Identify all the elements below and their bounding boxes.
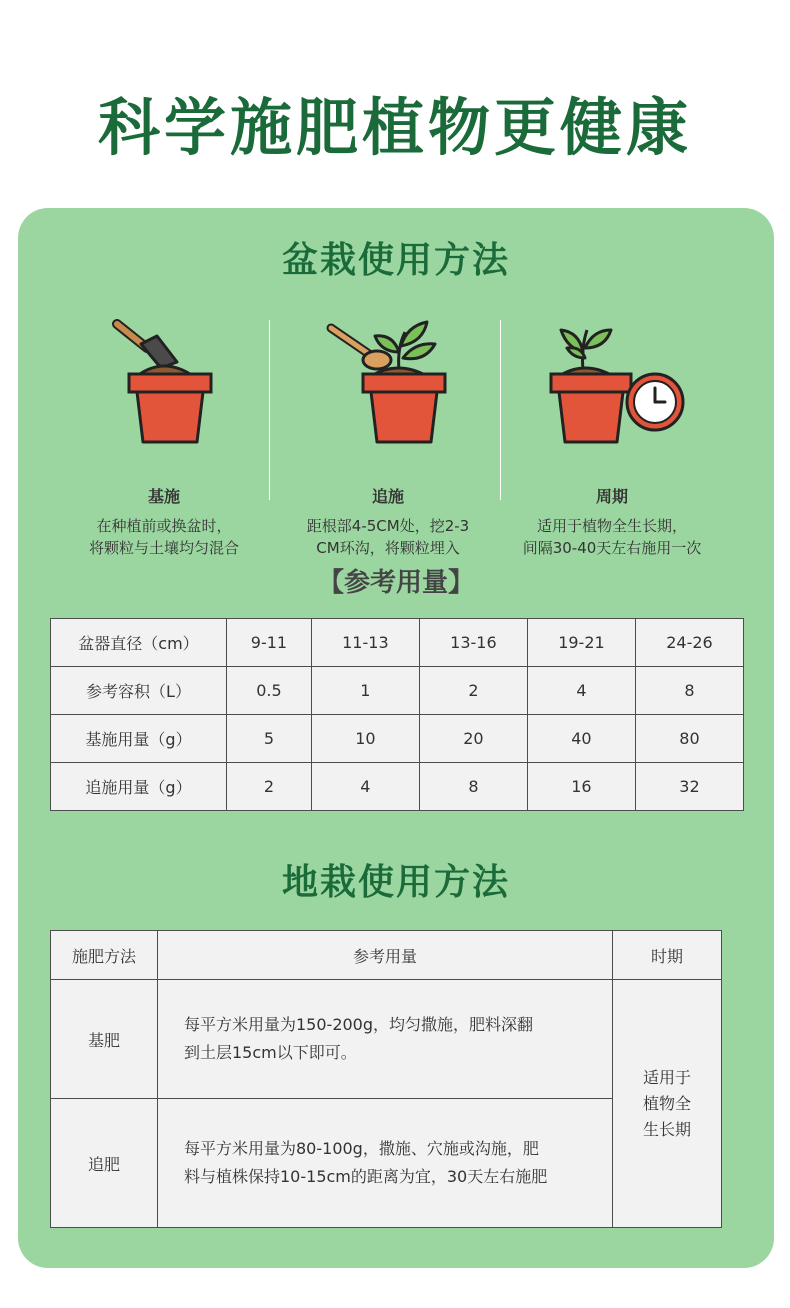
method-topdress	[270, 318, 506, 559]
row-method: 基肥	[51, 980, 158, 1099]
table-cell: 8	[635, 667, 743, 715]
method-desc: 距根部4-5CM处，挖2-3 CM环沟，将颗粒埋入	[306, 517, 470, 557]
row-label: 基施用量（g）	[51, 715, 227, 763]
row-amount: 每平方米用量为150-200g，均匀撒施，肥料深翻 到土层15cm以下即可。	[158, 980, 613, 1099]
table-cell: 24-26	[635, 619, 743, 667]
header-amount: 参考用量	[158, 931, 613, 980]
method-desc: 适用于植物全生长期， 间隔30-40天左右施用一次	[522, 517, 702, 557]
method-desc: 在种植前或换盆时， 将颗粒与土壤均匀混合	[88, 517, 239, 557]
header-method: 施肥方法	[51, 931, 158, 980]
table-row	[51, 667, 744, 715]
header-period: 时期	[613, 931, 722, 980]
table-cell: 11-13	[311, 619, 419, 667]
table-cell: 0.5	[227, 667, 312, 715]
table-cell: 4	[311, 763, 419, 811]
pot-with-clock-icon	[537, 318, 687, 448]
table-cell: 2	[227, 763, 312, 811]
method-name: 追施	[371, 487, 404, 506]
row-method: 追肥	[51, 1099, 158, 1228]
usage-panel	[18, 208, 774, 1268]
pot-with-shovel-icon	[109, 318, 219, 448]
ground-section-title: 地栽使用方法	[281, 862, 510, 903]
table-row	[51, 619, 744, 667]
table-cell: 5	[227, 715, 312, 763]
row-label: 追施用量（g）	[51, 763, 227, 811]
row-period: 适用于 植物全 生长期	[613, 980, 722, 1228]
table-cell: 32	[635, 763, 743, 811]
potted-dosage-table	[50, 618, 744, 811]
pot-with-sprout-and-spoon-icon	[323, 318, 453, 448]
ground-dosage-table	[50, 930, 722, 1228]
table-cell: 19-21	[527, 619, 635, 667]
method-name: 周期	[595, 487, 628, 506]
table-cell: 10	[311, 715, 419, 763]
method-period	[494, 318, 730, 559]
potted-section-title: 盆栽使用方法	[281, 240, 510, 281]
table-cell: 9-11	[227, 619, 312, 667]
table-cell: 4	[527, 667, 635, 715]
row-amount: 每平方米用量为80-100g，撒施、穴施或沟施，肥 料与植株保持10-15cm的距离为宜，30天左右施肥	[158, 1099, 613, 1228]
table-cell: 8	[419, 763, 527, 811]
table-row	[51, 763, 744, 811]
table-cell: 2	[419, 667, 527, 715]
table-header-row	[51, 931, 722, 980]
table-row	[51, 980, 722, 1099]
table-cell: 13-16	[419, 619, 527, 667]
row-label: 盆器直径（cm）	[51, 619, 227, 667]
table-cell: 1	[311, 667, 419, 715]
page-title: 科学施肥植物更健康	[97, 91, 692, 164]
table-cell: 20	[419, 715, 527, 763]
table-cell: 80	[635, 715, 743, 763]
reference-dosage-title: 【参考用量】	[317, 568, 474, 598]
table-cell: 16	[527, 763, 635, 811]
table-cell: 40	[527, 715, 635, 763]
method-basal	[46, 318, 282, 559]
row-label: 参考容积（L）	[51, 667, 227, 715]
table-row	[51, 715, 744, 763]
method-name: 基施	[147, 487, 180, 506]
